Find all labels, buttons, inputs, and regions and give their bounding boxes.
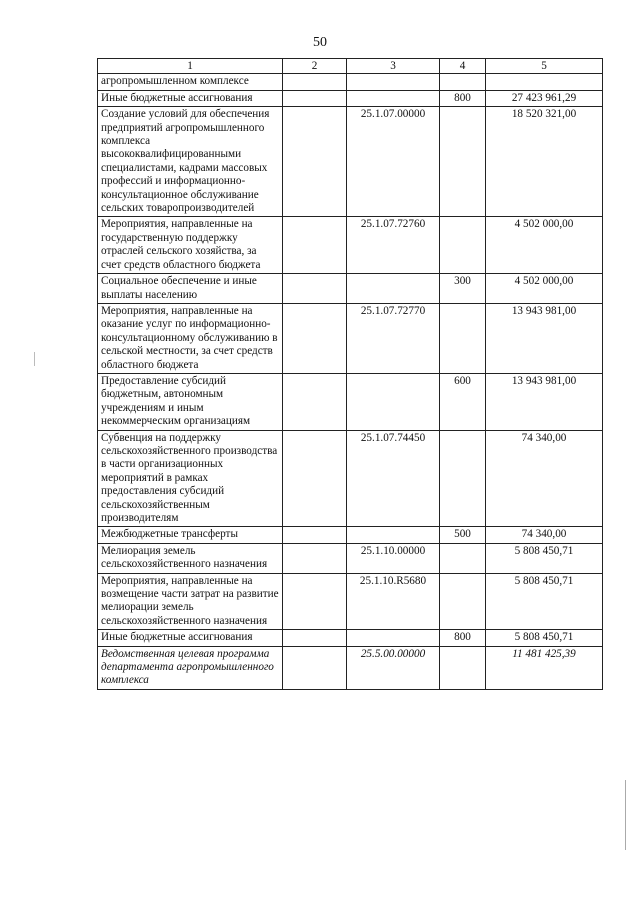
table-row: [98, 107, 603, 217]
table-row: [98, 373, 603, 430]
row-col2-cell: [283, 217, 347, 274]
row-name-cell: Создание условий для обеспечения предприятий агропромышленного комплекса высококвалифицированными специалистами, кадрами массовых профессий и информационно-консультационное обслуживание сельских товаропроизводителей: [98, 107, 283, 217]
row-code-cell: [347, 90, 440, 106]
row-type-cell: 600: [440, 373, 486, 430]
header-col-5: 5: [486, 59, 603, 74]
row-amount-cell: 74 340,00: [486, 430, 603, 527]
header-col-3: 3: [347, 59, 440, 74]
row-name-cell: Ведомственная целевая программа департамента агропромышленного комплекса: [98, 646, 283, 689]
row-type-cell: [440, 303, 486, 373]
row-name-cell: Мелиорация земель сельскохозяйственного назначения: [98, 543, 283, 573]
row-name-cell: Иные бюджетные ассигнования: [98, 90, 283, 106]
row-col2-cell: [283, 274, 347, 304]
row-code-cell: 25.1.10.00000: [347, 543, 440, 573]
row-code-cell: 25.1.10.R5680: [347, 573, 440, 630]
row-type-cell: [440, 646, 486, 689]
row-col2-cell: [283, 90, 347, 106]
row-name-cell: Субвенция на поддержку сельскохозяйственного производства в части организационных мероприятий в рамках предоставления субсидий сельскохозяйственным производителям: [98, 430, 283, 527]
row-col2-cell: [283, 303, 347, 373]
table-row: [98, 543, 603, 573]
scan-edge-mark: [625, 780, 626, 850]
row-col2-cell: [283, 74, 347, 90]
row-col2-cell: [283, 373, 347, 430]
row-code-cell: [347, 274, 440, 304]
row-col2-cell: [283, 430, 347, 527]
row-col2-cell: [283, 630, 347, 646]
row-code-cell: 25.1.07.74450: [347, 430, 440, 527]
table-row: [98, 217, 603, 274]
row-name-cell: Мероприятия, направленные на оказание услуг по информационно-консультационному обслуживанию в сельской местности, за счет средств областного бюджета: [98, 303, 283, 373]
table-row: [98, 573, 603, 630]
row-amount-cell: 13 943 981,00: [486, 373, 603, 430]
row-col2-cell: [283, 543, 347, 573]
header-col-4: 4: [440, 59, 486, 74]
scan-margin-mark: [34, 352, 35, 366]
row-amount-cell: 5 808 450,71: [486, 573, 603, 630]
table-row: [98, 430, 603, 527]
row-code-cell: 25.1.07.72760: [347, 217, 440, 274]
row-type-cell: [440, 573, 486, 630]
row-amount-cell: [486, 74, 603, 90]
row-type-cell: [440, 430, 486, 527]
row-type-cell: [440, 217, 486, 274]
row-name-cell: Иные бюджетные ассигнования: [98, 630, 283, 646]
row-name-cell: Социальное обеспечение и иные выплаты населению: [98, 274, 283, 304]
row-type-cell: 800: [440, 630, 486, 646]
row-type-cell: 300: [440, 274, 486, 304]
table-row: [98, 274, 603, 304]
row-col2-cell: [283, 107, 347, 217]
row-name-cell: Мероприятия, направленные на возмещение части затрат на развитие мелиорации земель сельскохозяйственного назначения: [98, 573, 283, 630]
row-amount-cell: 13 943 981,00: [486, 303, 603, 373]
row-type-cell: 500: [440, 527, 486, 543]
row-col2-cell: [283, 573, 347, 630]
row-amount-cell: 4 502 000,00: [486, 274, 603, 304]
page-number: 50: [313, 35, 327, 50]
table-row: [98, 303, 603, 373]
budget-table: [97, 58, 603, 690]
table-row: [98, 527, 603, 543]
row-amount-cell: 27 423 961,29: [486, 90, 603, 106]
row-code-cell: [347, 74, 440, 90]
row-type-cell: [440, 107, 486, 217]
table-body: [98, 74, 603, 689]
row-code-cell: [347, 527, 440, 543]
row-code-cell: 25.1.07.00000: [347, 107, 440, 217]
row-type-cell: [440, 543, 486, 573]
row-type-cell: 800: [440, 90, 486, 106]
header-col-2: 2: [283, 59, 347, 74]
row-code-cell: [347, 373, 440, 430]
row-amount-cell: 5 808 450,71: [486, 630, 603, 646]
row-amount-cell: 74 340,00: [486, 527, 603, 543]
row-col2-cell: [283, 527, 347, 543]
row-code-cell: 25.1.07.72770: [347, 303, 440, 373]
row-amount-cell: 4 502 000,00: [486, 217, 603, 274]
table-row: [98, 74, 603, 90]
row-col2-cell: [283, 646, 347, 689]
row-amount-cell: 5 808 450,71: [486, 543, 603, 573]
row-name-cell: Предоставление субсидий бюджетным, автономным учреждениям и иным некоммерческим организациям: [98, 373, 283, 430]
row-code-cell: 25.5.00.00000: [347, 646, 440, 689]
row-code-cell: [347, 630, 440, 646]
row-name-cell: Межбюджетные трансферты: [98, 527, 283, 543]
row-type-cell: [440, 74, 486, 90]
table-row: [98, 646, 603, 689]
table-row: [98, 630, 603, 646]
row-name-cell: агропромышленном комплексе: [98, 74, 283, 90]
row-amount-cell: 18 520 321,00: [486, 107, 603, 217]
header-col-1: 1: [98, 59, 283, 74]
table-row: [98, 90, 603, 106]
header-row: [98, 59, 603, 74]
row-name-cell: Мероприятия, направленные на государственную поддержку отраслей сельского хозяйства, за счет средств областного бюджета: [98, 217, 283, 274]
row-amount-cell: 11 481 425,39: [486, 646, 603, 689]
